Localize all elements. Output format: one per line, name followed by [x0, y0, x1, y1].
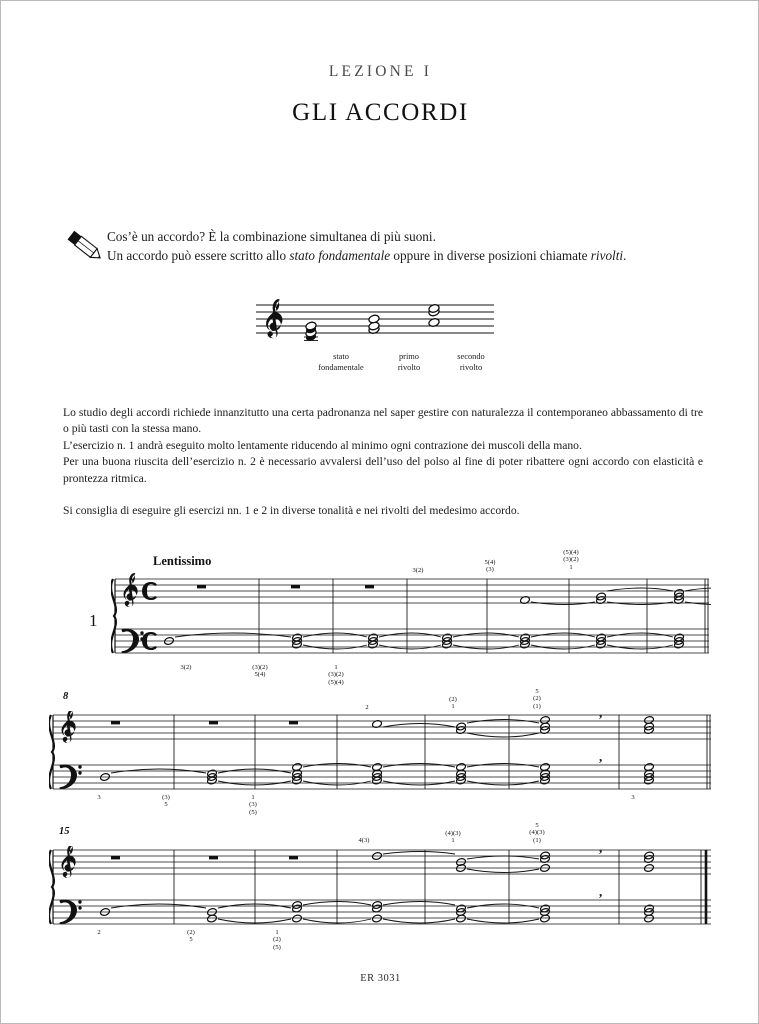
fingering-below-1-2: [240, 664, 280, 679]
fingering-line: (1): [533, 836, 541, 844]
chord-first-inversion: [367, 314, 381, 335]
fingering-below-3-2: [171, 929, 211, 944]
fingering-below-2-1: [79, 794, 119, 801]
fingering-above-1-1: [398, 567, 438, 574]
svg-text:,: ,: [599, 711, 603, 720]
pencil-icon: [63, 229, 105, 263]
fingering-line: (5)(4): [328, 678, 344, 686]
note-term-stato-fondamentale: stato fondamentale: [289, 248, 391, 263]
note-term-rivolti: rivolti: [590, 248, 624, 263]
fingering-line: 3: [631, 794, 635, 801]
fingering-line: 5(4): [254, 671, 266, 679]
fingering-line: (3): [486, 566, 494, 574]
fingering-line: 1: [251, 794, 255, 801]
fingering-line: (3): [162, 794, 170, 801]
note-line-2-c: .: [623, 248, 627, 263]
note-line-2-b: oppure in diverse posizioni chiamate: [390, 248, 591, 263]
lesson-number: LEZIONE I: [328, 63, 433, 80]
fingering-line: 5: [535, 822, 539, 829]
fingering-above-3-1: [344, 837, 384, 844]
exercise-number: 1: [89, 611, 98, 630]
note-line-2-a: Un accordo può essere scritto allo: [107, 248, 290, 263]
fingering-below-2-2: [146, 794, 186, 809]
music-system-3: [49, 846, 713, 939]
fingering-line: 1: [275, 929, 279, 936]
fingering-below-2-4: [613, 794, 653, 801]
fingering-line: 1: [451, 703, 455, 711]
publisher-code: ER 3031: [360, 973, 401, 984]
fingering-above-2-3: [517, 688, 557, 710]
example-label-3-top: secondo: [457, 352, 485, 361]
fingering-line: 3(2): [412, 567, 424, 574]
fingering-line: 1: [334, 664, 338, 671]
body-text: [63, 405, 703, 519]
fingering-line: (5): [249, 808, 257, 816]
fingering-line: (2): [273, 936, 281, 944]
fingering-line: (2): [533, 695, 541, 703]
fingering-line: (2): [187, 929, 195, 936]
example-label-2-bottom: rivolto: [397, 363, 421, 372]
fingering-line: (5)(4): [563, 549, 579, 556]
chord-example-staff: [256, 297, 496, 347]
fingering-line: 2: [365, 704, 369, 711]
fingering-below-3-3: [257, 929, 297, 951]
fingering-line: (1): [533, 702, 541, 710]
fingering-above-2-2: [433, 696, 473, 711]
page-title: GLI ACCORDI: [292, 99, 469, 126]
music-system-1: [111, 573, 711, 670]
fingering-above-2-1: [347, 704, 387, 711]
fingering-line: (4)(3): [529, 829, 545, 837]
fingering-line: (3)(2): [328, 671, 344, 679]
fingering-line: 5(4): [484, 559, 496, 566]
fingering-below-3-1: [79, 929, 119, 936]
svg-text:,: ,: [599, 846, 603, 855]
music-system-2: [49, 711, 713, 804]
fingering-line: 4(3): [358, 837, 370, 844]
measure-number-8: 8: [63, 691, 69, 702]
fingering-line: 5: [535, 688, 539, 695]
fingering-above-1-2: [470, 559, 510, 574]
example-label-1-bottom: fondamentale: [318, 363, 364, 372]
fingering-line: 5: [164, 801, 168, 809]
fingering-line: 1: [569, 563, 573, 571]
measure-number-15: 15: [59, 826, 70, 837]
paragraph-3: Per una buona riuscita dell’esercizio n. 2 è necessario avvalersi dell’uso del polso al fine di poter ribattere ogni accordo con elasticità e prontezza ritmica.: [63, 455, 703, 485]
example-label-3-bottom: rivolto: [459, 363, 483, 372]
example-label-2-top: primo: [398, 352, 419, 361]
chord-example-labels: [251, 351, 501, 381]
fingering-below-2-3: [233, 794, 273, 816]
note-line-2: [107, 246, 703, 265]
chord-second-inversion: [428, 303, 440, 327]
fingering-line: (3)(2): [252, 664, 268, 671]
fingering-line: 3: [97, 794, 101, 801]
note-line-1: Cos’è un accordo? È la combinazione simultanea di più suoni.: [107, 229, 436, 244]
example-label-3: [391, 351, 485, 372]
fingering-line: 2: [97, 929, 101, 936]
svg-text:,: ,: [599, 749, 603, 764]
tempo-marking: Lentissimo: [153, 554, 212, 568]
chord-root-position: [304, 321, 318, 342]
fingering-line: 1: [451, 837, 455, 845]
fingering-line: (3): [249, 801, 257, 809]
paragraph-2: L’esercizio n. 1 andrà eseguito molto lentamente riducendo al minimo ogni contrazione dei muscoli della mano.: [63, 438, 582, 452]
fingering-above-1-3: [551, 549, 591, 571]
note-block: [63, 227, 703, 265]
svg-text:,: ,: [599, 884, 603, 899]
fingering-above-3-2: [433, 830, 473, 845]
paragraph-4: Si consiglia di eseguire gli esercizi nn. 1 e 2 in diverse tonalità e nei rivolti del medesimo accordo.: [63, 504, 520, 518]
example-label-1-top: stato: [333, 352, 349, 361]
fingering-line: (3)(2): [563, 556, 579, 564]
fingering-line: 3(2): [180, 664, 192, 671]
fingering-line: (2): [449, 696, 457, 703]
fingering-below-1-3: [316, 664, 356, 686]
fingering-line: (4)(3): [445, 830, 461, 837]
fingering-line: (5): [273, 943, 281, 951]
fingering-above-3-3: [517, 822, 557, 844]
fingering-line: 5: [189, 936, 193, 944]
paragraph-spacer: [63, 487, 703, 503]
paragraph-1: Lo studio degli accordi richiede innanzitutto una certa padronanza nel saper gestire con naturalezza il contemporaneo abbassamento di tre o più tasti con la stessa mano.: [63, 406, 703, 436]
fingering-below-1-1: [166, 664, 206, 671]
